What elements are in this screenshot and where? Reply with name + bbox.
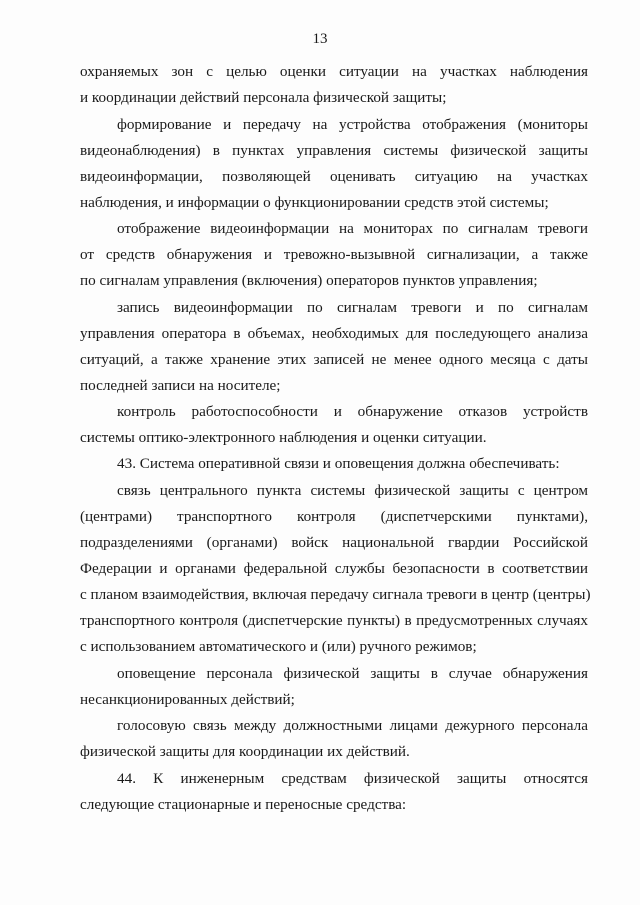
text-line: несанкционированных действий; <box>80 691 295 708</box>
text-line: ситуаций, а также хранение этих записей не менее одного месяца с даты <box>80 351 588 368</box>
text-line: с планом взаимодействия, включая передачу сигнала тревоги в центр (центры) <box>80 586 591 603</box>
page-number: 13 <box>312 31 328 47</box>
text-line: (центрами) транспортного контроля (диспетчерскими пунктами), <box>80 508 588 525</box>
text-line: физической защиты для координации их действий. <box>80 743 410 760</box>
text-line: охраняемых зон с целью оценки ситуации на участках наблюдения <box>80 63 588 80</box>
text-line: управления оператора в объемах, необходимых для последующего анализа <box>80 325 588 342</box>
text-line: с использованием автоматического и (или) ручного режимов; <box>80 638 477 655</box>
text-line: Федерации и органами федеральной службы безопасности в соответствии <box>80 560 588 577</box>
clause-44-heading: 44. К инженерным средствам физической защиты относятся <box>117 770 588 787</box>
text-line: по сигналам управления (включения) операторов пунктов управления; <box>80 272 538 289</box>
text-line: оповещение персонала физической защиты в случае обнаружения <box>117 665 588 682</box>
text-line: связь центрального пункта системы физической защиты с центром <box>117 482 588 499</box>
text-line: видеоинформации, позволяющей оценивать ситуацию на участках <box>80 168 588 185</box>
text-line: системы оптико-электронного наблюдения и оценки ситуации. <box>80 429 487 446</box>
text-line: видеонаблюдения) в пунктах управления системы физической защиты <box>80 142 588 159</box>
text-line: голосовую связь между должностными лицами дежурного персонала <box>117 717 588 734</box>
text-line: транспортного контроля (диспетчерские пункты) в предусмотренных случаях <box>80 612 588 629</box>
text-line: формирование и передачу на устройства отображения (мониторы <box>117 116 588 133</box>
text-line: подразделениями (органами) войск национальной гвардии Российской <box>80 534 588 551</box>
text-line: контроль работоспособности и обнаружение отказов устройств <box>117 403 588 420</box>
text-line: наблюдения, и информации о функционировании средств этой системы; <box>80 194 549 211</box>
text-line: отображение видеоинформации на мониторах по сигналам тревоги <box>117 220 588 237</box>
clause-43-heading: 43. Система оперативной связи и оповещения должна обеспечивать: <box>117 455 560 472</box>
text-line: запись видеоинформации по сигналам тревоги и по сигналам <box>117 299 588 316</box>
text-line: следующие стационарные и переносные средства: <box>80 796 407 813</box>
text-line: последней записи на носителе; <box>80 377 281 394</box>
text-line: и координации действий персонала физической защиты; <box>80 89 447 106</box>
text-line: от средств обнаружения и тревожно-вызывной сигнализации, а также <box>80 246 588 263</box>
